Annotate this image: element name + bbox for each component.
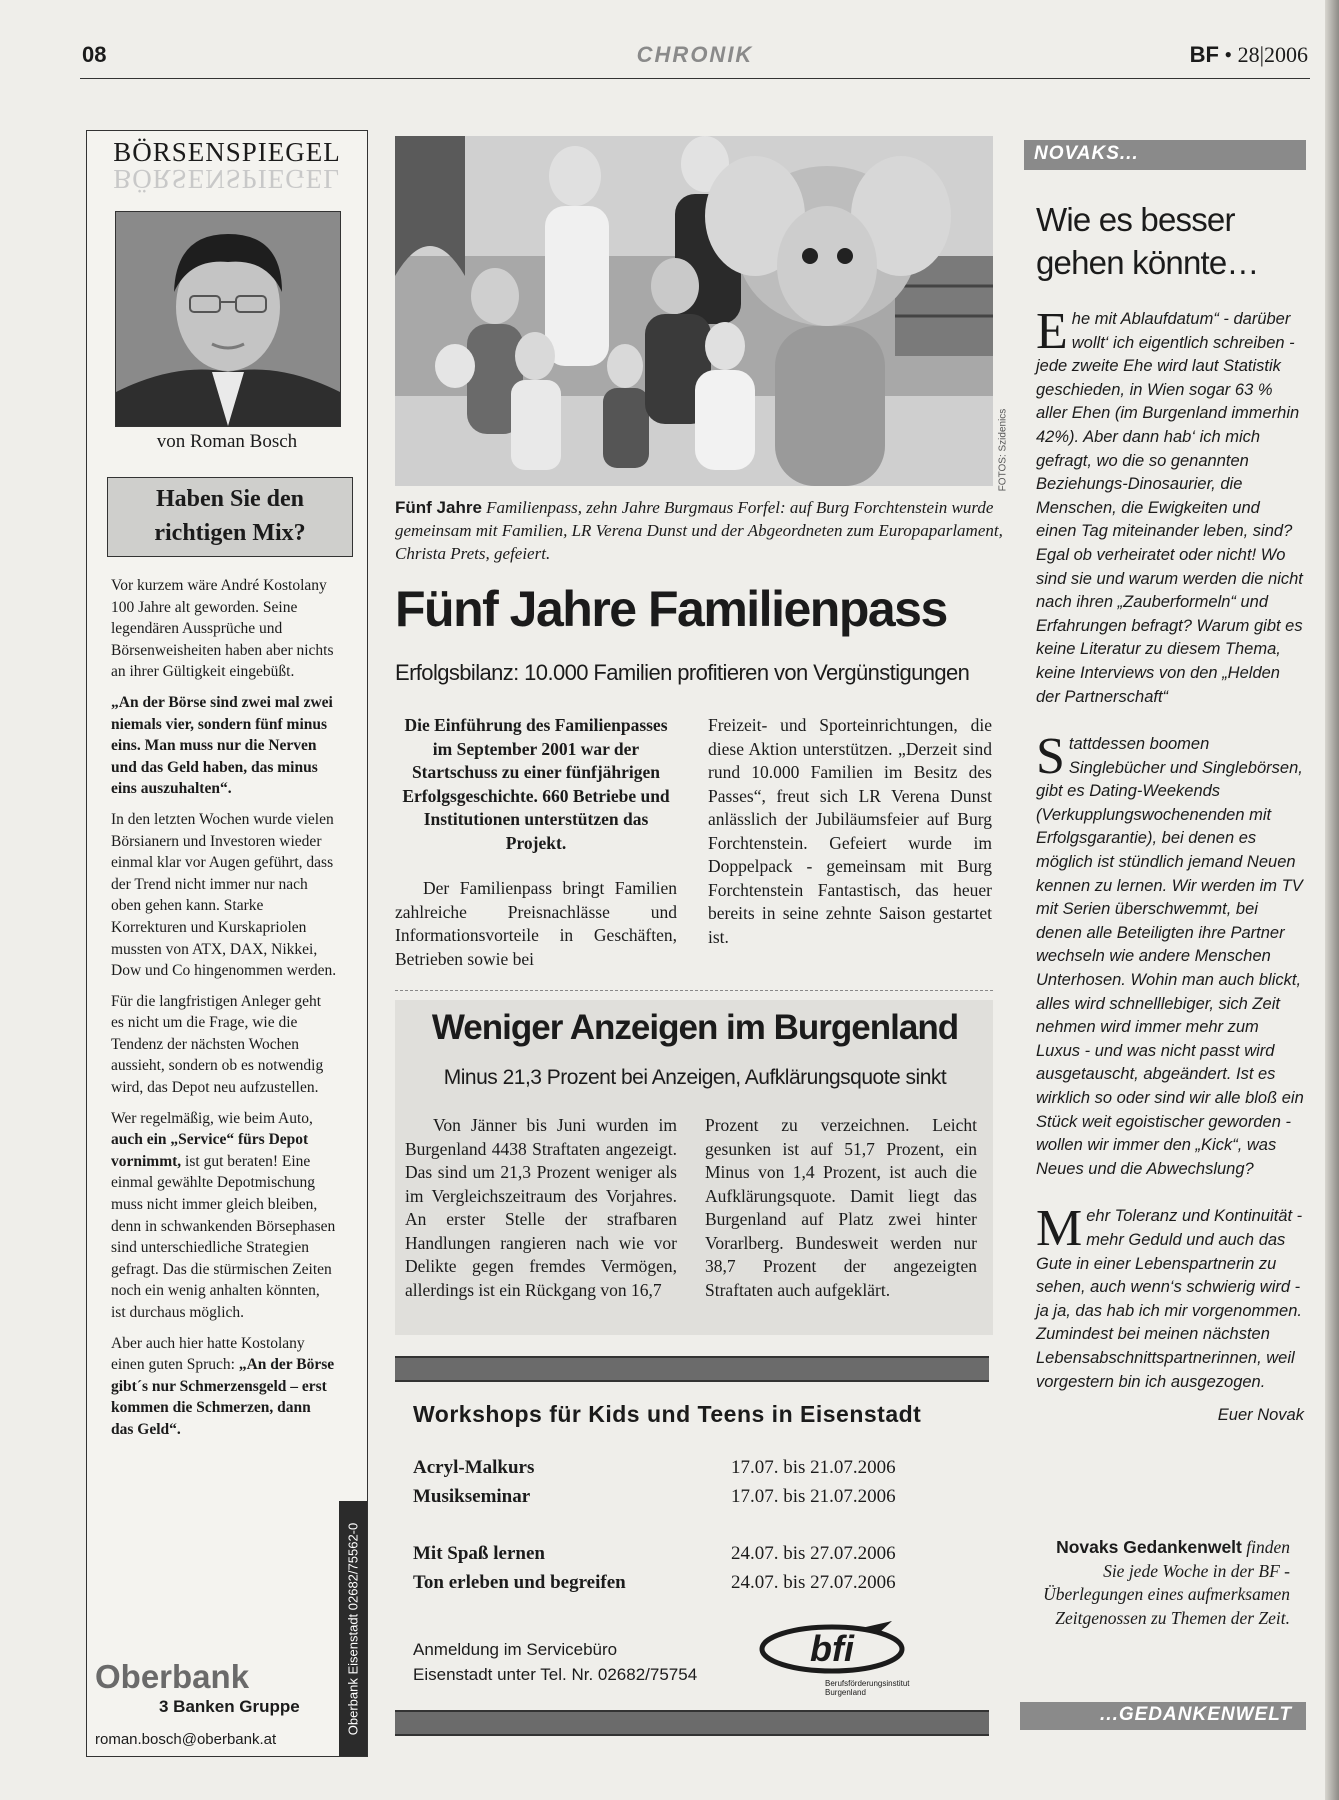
column-footer <box>1036 1536 1290 1630</box>
caption-text: Familienpass, zehn Jahre Burgmaus Forfel: auf Burg Forchtenstein wurde gemeinsam mit Familien, LR Verena Dunst und der Abgeordneten zum Europaparlament, Christa Prets, gefeiert. <box>395 498 1003 563</box>
drop-cap: M <box>1036 1200 1083 1258</box>
bank-contact: Oberbank Eisenstadt 02682/75562-0 <box>345 1522 361 1735</box>
photo-credit-strip <box>994 410 1012 490</box>
article-photo <box>395 136 993 486</box>
column-paragraph <box>111 1108 337 1324</box>
footer-text: finden Sie jede Woche in der BF - Überlegungen eines aufmerksamen Zeitgenossen zu Themen der Zeit. <box>1043 1537 1290 1628</box>
caption-lead: Fünf Jahre <box>395 498 482 517</box>
article-paragraph: Freizeit- und Sporteinrichtungen, die diese Aktion unterstützen. „Derzeit sind rund 10.000 Familien im Besitz des Passes“, freut sich LR Verena Dunst anlässlich der Jubiläumsfeier auf Burg Forchtenstein. Gefeiert wurde im Doppelpack - gemeinsam mit Burg Forchtenstein Fantastisch, das heuer bereits in seine zehnte Saison gestartet ist. <box>708 715 992 947</box>
ad-bottom-bar <box>395 1710 989 1736</box>
column-emphasis: „An der Börse gibt´s nur Schmerzensgeld – erst kommen die Schmerzen, dann das Geld“. <box>111 1356 335 1438</box>
column-headline: Wie es besser gehen könnte… <box>1036 201 1259 281</box>
novak-text: he mit Ablaufdatum“ - darüber wollt‘ ich eigentlich schreiben - jede zweite Ehe wird laut Statistik geschieden, in Wien sogar 63 % aller Ehen (im Burgenland immerhin 42%). Aber dann hab‘ ich mich gefragt, wo die so genannten Beziehungs-Dinosaurier, die Menschen, die Ewigkeiten und einen Tag miteinander leben, sind? Egal ob verheiratet oder nicht! Wo sind sie und warum werden die nicht nach ihren „Zauberformeln“ und Erfahrungen befragt? Warum gibt es keine Literatur zu diesem Thema, keine Interviews von den „Helden der Partnerschaft“ <box>1036 310 1303 706</box>
article-paragraph: Der Familienpass bringt Familien zahlreiche Preisnachlässe und Informationsvorteile in Geschäften, Betrieben sowie bei <box>395 878 677 969</box>
column-title-reflection: BÖRSENSPIEGEL <box>113 164 341 194</box>
workshop-row <box>413 1543 973 1571</box>
bfi-logo-text: bfi <box>810 1628 854 1669</box>
column-text: Aber auch hier hatte Kostolany einen guten Spruch: <box>111 1334 305 1374</box>
bfi-subtitle-line1: Berufsförderungsinstitut <box>825 1679 910 1688</box>
author-portrait <box>115 211 341 427</box>
photo-caption <box>395 496 1007 565</box>
article-column-1 <box>395 714 677 971</box>
workshop-name: Acryl-Malkurs <box>413 1457 535 1478</box>
portrait-illustration <box>116 212 340 426</box>
workshop-name: Mit Spaß lernen <box>413 1543 545 1564</box>
workshop-title: Workshops für Kids und Teens in Eisenstadt <box>413 1401 922 1427</box>
workshop-name: Musikseminar <box>413 1486 531 1507</box>
novak-text: ehr Toleranz und Kontinuität - mehr Geduld und auch das Gute in einer Lebenspartnerin zu sehen, auch wenn‘s schwierig wird - ja ja, das hab ich mir vorgenommen. Zumindest bei meinen nächsten Lebensabschnittspartnerinnen, weil vorgestern bin ich ausgezogen. <box>1036 1207 1303 1391</box>
boersenspiegel-column <box>86 130 368 1757</box>
workshop-ad <box>395 1385 989 1707</box>
page-number: 08 <box>82 42 107 67</box>
box-headline: Weniger Anzeigen im Burgenland <box>431 1008 959 1047</box>
box-paragraph: Prozent zu verzeichnen. Leicht gesunken ist auf 51,7 Prozent, ein Minus von 1,4 Prozent, ist auch die Aufklärungsquote. Damit liegt das Burgenland auf Platz zwei hinter Vorarlberg. Bundesweit werden nur 38,7 Prozent der angezeigten Straftaten auch aufgeklärt. <box>705 1115 977 1300</box>
page-header <box>80 42 1310 79</box>
gedankenwelt-tag <box>1020 1702 1306 1730</box>
issue-number: 28|2006 <box>1237 42 1308 67</box>
article-lead: Die Einführung des Familienpasses im September 2001 war der Startschuss zu einer fünfjährigen Erfolgsgeschichte. 660 Betriebe und Institutionen unterstützen das Projekt. <box>402 715 670 853</box>
bfi-subtitle-line2: Burgenland <box>825 1688 866 1697</box>
column-paragraph <box>111 1333 337 1441</box>
column-paragraph: In den letzten Wochen wurde vielen Börsianern und Investoren wieder einmal klar vor Augen geführt, dass der Trend nicht immer nur nach oben gehen kann. Starke Korrekturen und Kurskapriolen mussten von ATX, DAX, Nikkei, Dow und Co hingenommen werden. <box>111 810 337 980</box>
paper-name: BF <box>1189 42 1219 67</box>
box-column-2 <box>705 1114 977 1302</box>
registration-info <box>413 1637 697 1687</box>
author-email[interactable]: roman.bosch@oberbank.at <box>95 1731 277 1748</box>
footer-bold: Novaks Gedankenwelt <box>1056 1537 1242 1557</box>
ad-top-bar <box>395 1356 989 1382</box>
column-title: BÖRSENSPIEGEL <box>113 137 341 167</box>
dashed-divider <box>395 990 993 991</box>
oberbank-logo: Oberbank <box>95 1658 250 1695</box>
issue-info <box>1190 42 1308 68</box>
family-photo-illustration <box>395 136 993 486</box>
workshop-date: 24.07. bis 27.07.2006 <box>731 1543 896 1564</box>
column-quote: „An der Börse sind zwei mal zwei niemals vier, sondern fünf minus eins. Man muss nur die Nerven und das Geld haben, das minus eins auszuhalten“. <box>111 693 333 798</box>
registration-line2: Eisenstadt unter Tel. Nr. 02682/75754 <box>413 1665 698 1684</box>
section-title: CHRONIK <box>636 42 754 67</box>
column-text: ist gut beraten! Eine einmal gewählte Depotmischung muss nicht immer gleich bleiben, denn in schwankenden Börsephasen sind unterschiedliche Strategien gefragt. Das die stürmischen Zeiten noch ein wenig anhalten könnten, ist durchaus möglich. <box>111 1152 336 1321</box>
drop-cap: E <box>1036 303 1068 360</box>
workshop-date: 17.07. bis 21.07.2006 <box>731 1486 896 1507</box>
novak-column-body <box>1036 303 1304 1452</box>
bfi-logo <box>757 1619 907 1675</box>
workshop-row <box>413 1572 973 1600</box>
workshop-date: 24.07. bis 27.07.2006 <box>731 1572 896 1593</box>
bank-contact-strip <box>339 1501 367 1756</box>
column-text: Wer regelmäßig, wie beim Auto, <box>111 1109 313 1127</box>
novak-paragraph <box>1036 1200 1304 1394</box>
novak-paragraph <box>1036 728 1304 1181</box>
novaks-tag <box>1024 140 1306 170</box>
crime-statistics-box <box>395 1000 993 1335</box>
workshop-row <box>413 1486 973 1514</box>
novak-paragraph <box>1036 303 1304 709</box>
column-paragraph: Für die langfristigen Anleger geht es nicht um die Frage, wie die Tendenz der nächsten Wochen aussieht, sondern ob es notwendig wird, das Depot neu aufzustellen. <box>111 992 324 1097</box>
column-headline-line2: richtigen Mix? <box>154 520 306 546</box>
column-body <box>111 575 337 1450</box>
photo-credit: FOTOS: Szidenics <box>997 408 1009 492</box>
novak-text: tattdessen boomen Singlebücher und Singlebörsen, gibt es Dating-Weekends (Verkupplungswochenenden mit Erfolgsgarantie), bei denen es möglich ist stündlich jemand Neuen kennen zu lernen. Wir werden im TV mit Serien überschwemmt, bei denen alle Beteiligten ihre Partner wechseln wie andere Menschen Unterhosen. Wohin man auch blickt, alles wird schnelllebiger, sich Zeit nehmen wird immer mehr zum Luxus - und was nicht passt wird ausgetauscht, abgeändert. Ist es wirklich so oder sind wir alle bloß ein Stück weit egoistischer geworden - wollen wir immer den „Kick“, was Neues und die Abwechslung? <box>1036 735 1304 1178</box>
box-column-1 <box>405 1114 677 1302</box>
bank-group: 3 Banken Gruppe <box>159 1697 300 1716</box>
column-paragraph: Vor kurzem wäre André Kostolany 100 Jahre alt geworden. Seine legendären Aussprüche und Börsenweisheiten haben aber nichts an ihrer Gültigkeit eingebüßt. <box>111 577 334 681</box>
column-emphasis: auch ein „Service“ fürs Depot vornimmt, <box>111 1131 309 1170</box>
drop-cap: S <box>1036 728 1065 786</box>
header-separator: • <box>1224 42 1233 67</box>
novaks-tag-label: NOVAKS... <box>1034 143 1139 164</box>
workshop-name: Ton erleben und begreifen <box>413 1572 626 1593</box>
author-byline: von Roman Bosch <box>156 431 298 452</box>
box-paragraph: Von Jänner bis Juni wurden im Burgenland 4438 Straftaten angezeigt. Das sind um 21,3 Prozent weniger als im Vergleichszeitraum des Vorjahres. An erster Stelle der strafbaren Handlungen rangieren nach wie vor Delikte gegen fremdes Vermögen, allerdings ist ein Rückgang von 16,7 <box>405 1115 677 1300</box>
box-subhead: Minus 21,3 Prozent bei Anzeigen, Aufklärungsquote sinkt <box>443 1066 947 1089</box>
article-column-2 <box>708 714 992 949</box>
article-subhead: Erfolgsbilanz: 10.000 Familien profitieren von Vergünstigungen <box>395 660 970 685</box>
column-headline-line1: Haben Sie den <box>155 486 305 512</box>
bfi-subtitle <box>825 1679 910 1697</box>
column-headline-box <box>107 477 353 557</box>
workshop-row <box>413 1457 973 1485</box>
page-edge-shadow <box>1325 0 1339 1800</box>
registration-line1: Anmeldung im Servicebüro <box>413 1640 618 1659</box>
gedankenwelt-label: ...GEDANKENWELT <box>1100 1704 1292 1725</box>
article-headline: Fünf Jahre Familienpass <box>395 581 947 637</box>
workshop-date: 17.07. bis 21.07.2006 <box>731 1457 896 1478</box>
signature: Euer Novak <box>1217 1406 1304 1425</box>
